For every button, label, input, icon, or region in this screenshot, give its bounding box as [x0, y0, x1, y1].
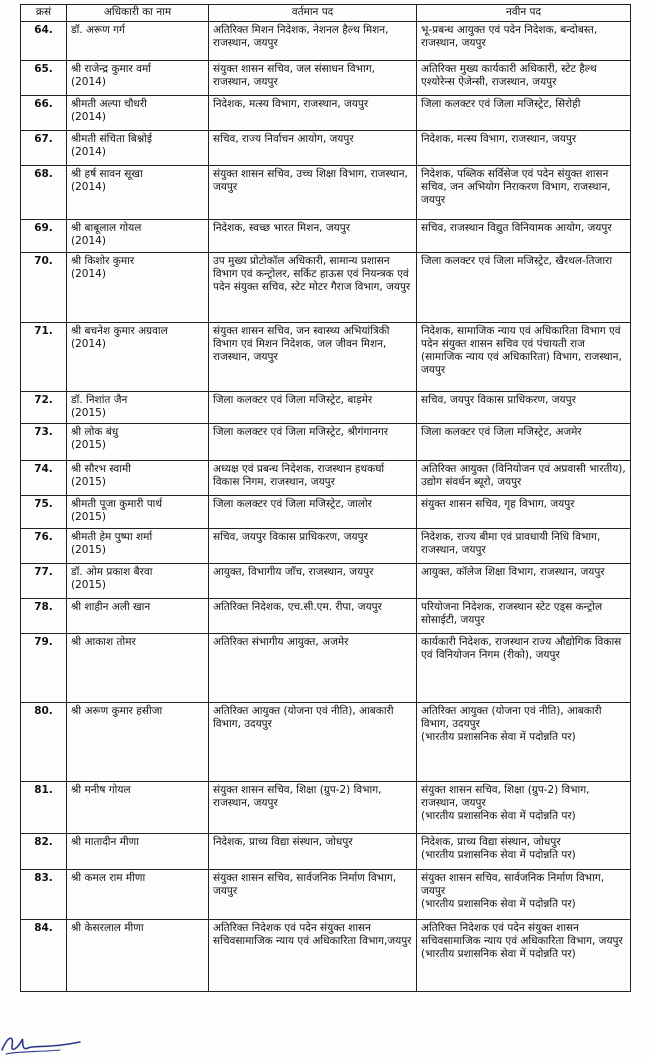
officer-batch: (2014) [71, 146, 106, 158]
officer-name: श्री सौरभ स्वामी [71, 463, 131, 475]
officer-batch: (2015) [71, 579, 106, 591]
new-post: संयुक्त शासन सचिव, सार्वजनिक निर्माण विभाग, जयपुर [421, 872, 605, 897]
current-post: आयुक्त, विभागीय जाँच, राजस्थान, जयपुर [209, 564, 417, 599]
officer-cell [67, 253, 209, 323]
current-post: संयुक्त शासन सचिव, सार्वजनिक निर्माण विभाग, जयपुर [209, 870, 417, 920]
table-row [21, 131, 631, 166]
officer-batch: (2014) [71, 268, 106, 280]
serial-number: 81. [21, 782, 67, 834]
table-row [21, 392, 631, 424]
table-row [21, 61, 631, 96]
current-post: संयुक्त शासन सचिव, जल संसाधन विभाग, राजस्थान, जयपुर [209, 61, 417, 96]
officer-cell [67, 392, 209, 424]
new-post-cell [417, 920, 631, 992]
table-row [21, 22, 631, 61]
table-row [21, 920, 631, 992]
promotion-note: (भारतीय प्रशासनिक सेवा में पदोन्नति पर) [421, 898, 576, 910]
serial-number: 71. [21, 323, 67, 392]
new-post: जिला कलक्टर एवं जिला मजिस्ट्रेट, खैरथल-तिजारा [421, 255, 613, 267]
serial-number: 79. [21, 634, 67, 703]
current-post: अध्यक्ष एवं प्रबन्ध निदेशक, राजस्थान हथकर्घा विकास निगम, राजस्थान, जयपुर [209, 461, 417, 496]
officer-batch: (2015) [71, 439, 106, 451]
officer-batch: (2015) [71, 511, 106, 523]
officer-name: डॉ. निशांत जैन [71, 394, 128, 406]
new-post-cell [417, 220, 631, 253]
officer-cell [67, 220, 209, 253]
table-row [21, 220, 631, 253]
serial-number: 73. [21, 424, 67, 461]
table-row [21, 529, 631, 564]
officer-name: श्री हर्ष सावन सूखा [71, 168, 143, 180]
new-post-cell [417, 834, 631, 870]
table-row [21, 96, 631, 131]
table-row [21, 870, 631, 920]
officer-batch: (2015) [71, 544, 106, 556]
new-post-cell [417, 634, 631, 703]
header-new-post: नवीन पद [417, 5, 631, 22]
new-post-cell [417, 424, 631, 461]
officer-cell [67, 870, 209, 920]
new-post-cell [417, 782, 631, 834]
officer-cell [67, 61, 209, 96]
officer-name: डॉ. अरूण गर्ग [71, 24, 125, 36]
table-row [21, 424, 631, 461]
new-post: निदेशक, प्राच्य विद्या संस्थान, जोधपुर [421, 836, 561, 848]
officer-name: श्री केसरलाल मीणा [71, 922, 144, 934]
new-post-cell [417, 529, 631, 564]
officer-name: श्री मातादीन मीणा [71, 836, 139, 848]
current-post: संयुक्त शासन सचिव, शिक्षा (ग्रुप-2) विभाग, राजस्थान, जयपुर [209, 782, 417, 834]
current-post: सचिव, जयपुर विकास प्राधिकरण, जयपुर [209, 529, 417, 564]
new-post: भू-प्रबन्ध आयुक्त एवं पदेन निदेशक, बन्दोबस्त, राजस्थान, जयपुर [421, 24, 598, 49]
officer-name: श्री बाबूलाल गोयल [71, 222, 142, 234]
officer-cell [67, 166, 209, 220]
serial-number: 80. [21, 703, 67, 782]
new-post: सचिव, जयपुर विकास प्राधिकरण, जयपुर [421, 394, 576, 406]
new-post-cell [417, 392, 631, 424]
officer-name: श्री अरूण कुमार हसीजा [71, 705, 163, 717]
current-post: उप मुख्य प्रोटोकॉल अधिकारी, सामान्य प्रशासन विभाग एवं कन्ट्रोलर, सर्किट हाऊस एवं नियन्त्रक एवं पदेन संयुक्त सचिव, स्टेट मोटर गैराज विभाग, जयपुर [209, 253, 417, 323]
current-post: संयुक्त शासन सचिव, जन स्वास्थ्य अभियांत्रिकी विभाग एवं मिशन निदेशक, जल जीवन मिशन, राजस्थान, जयपुर [209, 323, 417, 392]
new-post-cell [417, 599, 631, 634]
officer-cell [67, 834, 209, 870]
officer-batch: (2014) [71, 235, 106, 247]
table-row [21, 834, 631, 870]
current-post: अतिरिक्त निदेशक, एच.सी.एम. रीपा, जयपुर [209, 599, 417, 634]
officer-cell [67, 461, 209, 496]
officer-cell [67, 920, 209, 992]
current-post: अतिरिक्त आयुक्त (योजना एवं नीति), आबकारी विभाग, उदयपुर [209, 703, 417, 782]
header-current-post: वर्तमान पद [209, 5, 417, 22]
transfer-list-table [20, 4, 631, 992]
current-post: सचिव, राज्य निर्वाचन आयोग, जयपुर [209, 131, 417, 166]
officer-cell [67, 22, 209, 61]
current-post: अतिरिक्त निदेशक एवं पदेन संयुक्त शासन सचिवसामाजिक न्याय एवं अधिकारिता विभाग,जयपुर [209, 920, 417, 992]
officer-name: श्रीमती हेम पुष्पा शर्मा [71, 531, 153, 543]
officer-name: श्रीमती संचिता बिश्नोई [71, 133, 153, 145]
table-row [21, 634, 631, 703]
new-post: संयुक्त शासन सचिव, शिक्षा (ग्रुप-2) विभाग, राजस्थान, जयपुर [421, 784, 590, 809]
new-post: अतिरिक्त आयुक्त (योजना एवं नीति), आबकारी विभाग, उदयपुर [421, 705, 602, 730]
officer-name: श्री मनीष गोयल [71, 784, 131, 796]
officer-cell [67, 323, 209, 392]
new-post: निदेशक, पब्लिक सर्विसेज एवं पदेन संयुक्त शासन सचिव, जन अभियोग निराकरण विभाग, राजस्थान, जयपुर [421, 168, 611, 206]
promotion-note: (भारतीय प्रशासनिक सेवा में पदोन्नति पर) [421, 810, 576, 822]
officer-cell [67, 496, 209, 529]
officer-batch: (2014) [71, 338, 106, 350]
current-post: जिला कलक्टर एवं जिला मजिस्ट्रेट, बाड़मेर [209, 392, 417, 424]
serial-number: 69. [21, 220, 67, 253]
new-post: निदेशक, मत्स्य विभाग, राजस्थान, जयपुर [421, 133, 577, 145]
officer-cell [67, 96, 209, 131]
table-row [21, 166, 631, 220]
promotion-note: (भारतीय प्रशासनिक सेवा में पदोन्नति पर) [421, 731, 576, 743]
table-row [21, 564, 631, 599]
officer-batch: (2014) [71, 76, 106, 88]
serial-number: 65. [21, 61, 67, 96]
new-post: जिला कलक्टर एवं जिला मजिस्ट्रेट, सिरोही [421, 98, 581, 110]
table-row [21, 253, 631, 323]
serial-number: 72. [21, 392, 67, 424]
officer-name: डॉ. ओम प्रकाश बैरवा [71, 566, 153, 578]
serial-number: 64. [21, 22, 67, 61]
officer-name: श्रीमती पूजा कुमारी पार्थ [71, 498, 163, 510]
new-post: सचिव, राजस्थान विद्युत विनियामक आयोग, जयपुर [421, 222, 612, 234]
new-post-cell [417, 496, 631, 529]
current-post: संयुक्त शासन सचिव, उच्च शिक्षा विभाग, राजस्थान, जयपुर [209, 166, 417, 220]
serial-number: 76. [21, 529, 67, 564]
current-post: निदेशक, मत्स्य विभाग, राजस्थान, जयपुर [209, 96, 417, 131]
serial-number: 82. [21, 834, 67, 870]
new-post: परियोजना निदेशक, राजस्थान स्टेट एड्स कन्ट्रोल सोसाईटी, जयपुर [421, 601, 603, 626]
serial-number: 70. [21, 253, 67, 323]
new-post: आयुक्त, कॉलेज शिक्षा विभाग, राजस्थान, जयपुर [421, 566, 605, 578]
new-post: निदेशक, राज्य बीमा एवं प्रावधायी निधि विभाग, राजस्थान, जयपुर [421, 531, 601, 556]
header-serial: क्रसं [21, 5, 67, 22]
serial-number: 75. [21, 496, 67, 529]
serial-number: 66. [21, 96, 67, 131]
signature-mark [0, 1026, 90, 1058]
table-header-row [21, 5, 631, 22]
new-post: संयुक्त शासन सचिव, गृह विभाग, जयपुर [421, 498, 575, 510]
new-post: अतिरिक्त निदेशक एवं पदेन संयुक्त शासन सचिवसामाजिक न्याय एवं अधिकारिता विभाग, जयपुर [421, 922, 623, 947]
officer-cell [67, 782, 209, 834]
officer-batch: (2015) [71, 407, 106, 419]
officer-name: श्री लोक बंधु [71, 426, 119, 438]
current-post: जिला कलक्टर एवं जिला मजिस्ट्रेट, श्रीगंगानगर [209, 424, 417, 461]
serial-number: 67. [21, 131, 67, 166]
new-post-cell [417, 22, 631, 61]
new-post: अतिरिक्त मुख्य कार्यकारी अधिकारी, स्टेट हैल्थ एश्योरेन्स ऐजेन्सी, राजस्थान, जयपुर [421, 63, 597, 88]
current-post: जिला कलक्टर एवं जिला मजिस्ट्रेट, जालोर [209, 496, 417, 529]
new-post-cell [417, 703, 631, 782]
officer-name: श्री आकाश तोमर [71, 636, 136, 648]
officer-batch: (2014) [71, 181, 106, 193]
table-row [21, 496, 631, 529]
header-officer-name: अधिकारी का नाम [67, 5, 209, 22]
new-post-cell [417, 253, 631, 323]
new-post-cell [417, 564, 631, 599]
officer-name: श्री राजेन्द्र कुमार वर्मा [71, 63, 151, 75]
new-post-cell [417, 96, 631, 131]
officer-cell [67, 634, 209, 703]
new-post: अतिरिक्त आयुक्त (विनियोजन एवं अप्रवासी भारतीय), उद्योग संवर्धन ब्यूरो, जयपुर [421, 463, 626, 488]
officer-cell [67, 564, 209, 599]
current-post: निदेशक, स्वच्छ भारत मिशन, जयपुर [209, 220, 417, 253]
serial-number: 74. [21, 461, 67, 496]
serial-number: 84. [21, 920, 67, 992]
officer-name: श्री किशोर कुमार [71, 255, 135, 267]
current-post: निदेशक, प्राच्य विद्या संस्थान, जोधपुर [209, 834, 417, 870]
officer-name: श्री बचनेश कुमार अग्रवाल [71, 325, 168, 337]
officer-cell [67, 599, 209, 634]
officer-name: श्रीमती अल्पा चौधरी [71, 98, 147, 110]
officer-cell [67, 703, 209, 782]
promotion-note: (भारतीय प्रशासनिक सेवा में पदोन्नति पर) [421, 948, 576, 960]
serial-number: 83. [21, 870, 67, 920]
officer-batch: (2015) [71, 476, 106, 488]
serial-number: 78. [21, 599, 67, 634]
new-post: कार्यकारी निदेशक, राजस्थान राज्य औद्योगिक विकास एवं विनियोजन निगम (रीको), जयपुर [421, 636, 622, 661]
serial-number: 77. [21, 564, 67, 599]
table-row [21, 461, 631, 496]
new-post-cell [417, 166, 631, 220]
officer-name: श्री कमल राम मीणा [71, 872, 146, 884]
table-row [21, 703, 631, 782]
current-post: अतिरिक्त मिशन निदेशक, नेशनल हैल्थ मिशन, राजस्थान, जयपुर [209, 22, 417, 61]
table-row [21, 323, 631, 392]
new-post: निदेशक, सामाजिक न्याय एवं अधिकारिता विभाग एवं पदेन संयुक्त शासन सचिव एवं पंचायती राज (सामाजिक न्याय एवं अधिकारिता) विभाग, राजस्थान, जयपुर [421, 325, 622, 376]
new-post-cell [417, 461, 631, 496]
officer-batch: (2014) [71, 111, 106, 123]
officer-cell [67, 424, 209, 461]
new-post-cell [417, 870, 631, 920]
table-row [21, 782, 631, 834]
officer-cell [67, 131, 209, 166]
new-post-cell [417, 61, 631, 96]
new-post-cell [417, 323, 631, 392]
table-row [21, 599, 631, 634]
officer-name: श्री शाहीन अली खान [71, 601, 151, 613]
new-post: जिला कलक्टर एवं जिला मजिस्ट्रेट, अजमेर [421, 426, 582, 438]
promotion-note: (भारतीय प्रशासनिक सेवा में पदोन्नति पर) [421, 849, 576, 861]
serial-number: 68. [21, 166, 67, 220]
officer-cell [67, 529, 209, 564]
new-post-cell [417, 131, 631, 166]
current-post: अतिरिक्त संभागीय आयुक्त, अजमेर [209, 634, 417, 703]
